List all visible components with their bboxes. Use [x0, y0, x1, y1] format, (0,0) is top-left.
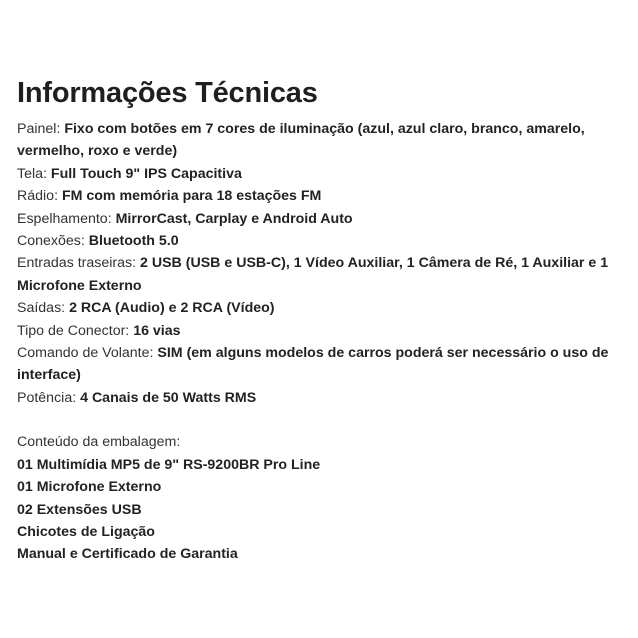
package-list — [17, 454, 627, 566]
spec-item-saidas — [17, 297, 627, 319]
package-item: Manual e Certificado de Garantia — [17, 546, 238, 563]
spec-label: Entradas traseiras: — [17, 255, 141, 272]
spec-item-conexoes — [17, 230, 627, 252]
spec-label: Tipo de Conector: — [17, 322, 134, 339]
spec-item-volante — [17, 342, 627, 387]
spec-label: Saídas: — [17, 300, 70, 317]
package-heading: Conteúdo da embalagem: — [17, 434, 181, 451]
spec-value: FM com memória para 18 estações FM — [61, 188, 322, 205]
spec-value: Bluetooth 5.0 — [88, 233, 179, 250]
spec-item-radio — [17, 185, 627, 207]
spec-value: 2 USB (USB e USB-C), 1 Vídeo Auxiliar, 1 Câmera de Ré, 1 Auxiliar e 1 Microfone Externo — [17, 255, 609, 294]
spec-item-espelhamento — [17, 208, 627, 230]
spec-label: Tela: — [17, 165, 51, 182]
spec-value: Full Touch 9" IPS Capacitiva — [50, 165, 242, 182]
spec-item-potencia — [17, 387, 627, 409]
spec-list — [17, 118, 627, 409]
spec-value: 2 RCA (Audio) e 2 RCA (Vídeo) — [69, 300, 275, 317]
page-title: Informações Técnicas — [17, 77, 318, 109]
spec-item-tela — [17, 163, 627, 185]
package-item: Chicotes de Ligação — [17, 523, 155, 540]
spec-item-entradas — [17, 252, 627, 297]
spec-value: MirrorCast, Carplay e Android Auto — [115, 210, 353, 227]
package-item: 01 Microfone Externo — [17, 479, 162, 496]
spec-value: 16 vias — [133, 322, 181, 339]
package-item: 02 Extensões USB — [17, 501, 142, 518]
section-spacer — [17, 409, 627, 431]
technical-info-section — [17, 74, 627, 566]
spec-value: 4 Canais de 50 Watts RMS — [80, 389, 257, 406]
spec-label: Espelhamento: — [17, 210, 116, 227]
spec-label: Conexões: — [17, 233, 89, 250]
spec-label: Rádio: — [17, 188, 62, 205]
spec-value: SIM (em alguns modelos de carros poderá ser necessário o uso de interface) — [17, 345, 609, 384]
spec-label: Painel: — [17, 121, 65, 137]
spec-value: Fixo com botões em 7 cores de iluminação (azul, azul claro, branco, amarelo, vermelho, roxo e verde) — [17, 121, 585, 160]
package-item: 01 Multimídia MP5 de 9" RS-9200BR Pro Line — [17, 456, 321, 473]
spec-label: Potência: — [17, 389, 81, 406]
spec-item-painel — [17, 118, 627, 163]
spec-item-conector — [17, 320, 627, 342]
spec-label: Comando de Volante: — [17, 345, 158, 362]
